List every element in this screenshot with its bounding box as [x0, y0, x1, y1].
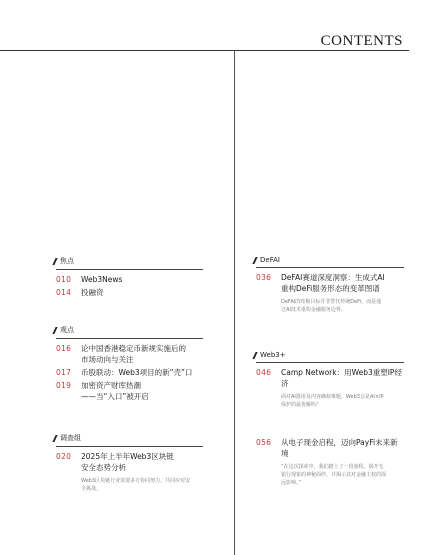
section-investigation	[56, 433, 203, 493]
toc-entry[interactable]	[56, 343, 203, 365]
entry-description	[281, 463, 404, 487]
description-line: 银行现象的神秘面纱，并揭示其对金融主权的深	[281, 472, 387, 478]
description-line: “在这次探索中，我们踏上了一段旅程，揭开无	[281, 464, 384, 470]
page-title: CONTENTS	[320, 33, 403, 49]
page-number: 016	[56, 344, 72, 353]
section-heading-label: Web3+	[260, 351, 286, 359]
page-number: 046	[256, 368, 272, 377]
entry-description	[281, 393, 404, 409]
entry-description	[81, 477, 203, 493]
entry-title	[81, 343, 186, 365]
slash-icon	[52, 258, 57, 265]
section-rule	[256, 362, 404, 363]
entry-title-line: 加密资产财库热潮	[81, 381, 141, 390]
section-rule	[56, 269, 203, 270]
section-heading-label: 焦点	[60, 257, 74, 265]
toc-entry[interactable]	[256, 437, 404, 459]
section-heading-label: 调查组	[60, 434, 81, 442]
toc-entry[interactable]	[56, 367, 203, 378]
toc-entry[interactable]	[56, 451, 203, 473]
description-line: 保护的最优解吗？	[281, 402, 322, 408]
section-rule	[56, 446, 203, 447]
toc-entry[interactable]	[56, 287, 203, 298]
description-line: Web3区块链行业需要多方协同努力，共同应对安	[81, 478, 191, 484]
entry-title: 币股联动：Web3项目的新“壳”口	[81, 368, 193, 377]
section-focus	[56, 256, 203, 300]
entry-title-line: 重构DeFi服务形态的变革图谱	[281, 284, 380, 293]
section-defai	[256, 256, 404, 314]
section-heading-label: 观点	[60, 326, 74, 334]
toc-entry[interactable]	[56, 380, 203, 402]
section-heading	[252, 351, 404, 359]
slash-icon	[52, 327, 57, 334]
entry-description	[281, 298, 404, 314]
page-number: 056	[256, 438, 272, 447]
section-heading	[52, 325, 203, 335]
toc-entry[interactable]	[56, 274, 203, 285]
toc-entry[interactable]	[256, 272, 404, 294]
entry-title-line: 市场动向与关注	[81, 355, 134, 364]
toc-entry[interactable]	[256, 367, 404, 389]
description-line: 全挑战。	[81, 486, 102, 492]
entry-title-line: 安全态势分析	[81, 463, 126, 472]
section-heading	[52, 433, 203, 443]
section-heading	[252, 256, 404, 264]
description-line: 过AI技术重构金融服务边界。	[281, 307, 346, 313]
page-number: 036	[256, 273, 272, 282]
entry-title	[81, 451, 174, 473]
entry-title: Camp Network：用Web3重塑IP经济	[281, 368, 402, 388]
entry-title-line: ——当“入口”被开启	[81, 392, 149, 401]
section-rule	[56, 338, 203, 339]
entry-title: 投融资	[81, 288, 104, 297]
entry-title-line: 论中国香港稳定币新规实施后的	[81, 344, 186, 353]
page-number: 010	[56, 275, 72, 284]
section-opinion	[56, 325, 203, 404]
description-line: 面对AI滥用及内容确权难题，Web3会是AI×IP	[281, 394, 384, 400]
slash-icon	[52, 435, 57, 442]
slash-icon	[252, 257, 257, 264]
entry-title-line: DeFAI赛道深度洞察：生成式AI	[281, 273, 385, 282]
entry-title: 从电子现金启程，迈向PayFi未来新境	[281, 438, 398, 458]
description-line: 远影响。”	[281, 480, 302, 486]
entry-title: Web3News	[81, 275, 123, 284]
entry-title-line: 2025年上半年Web3区块链	[81, 452, 174, 461]
section-web3-plus	[256, 351, 404, 409]
page-number: 014	[56, 288, 72, 297]
section-heading	[52, 256, 203, 266]
entry-title	[81, 380, 149, 402]
title-rule	[0, 50, 409, 51]
slash-icon	[252, 352, 257, 359]
page-number: 019	[56, 381, 72, 390]
description-line: DeFAI的终极目标并非替代传统DeFi，而是通	[281, 299, 382, 305]
entry-title	[281, 272, 385, 294]
section-rule	[256, 267, 404, 268]
section-heading-label: DeFAI	[260, 256, 280, 264]
page-number: 020	[56, 452, 72, 461]
page-number: 017	[56, 368, 72, 377]
column-divider	[234, 50, 235, 555]
section-payfi	[256, 437, 404, 487]
